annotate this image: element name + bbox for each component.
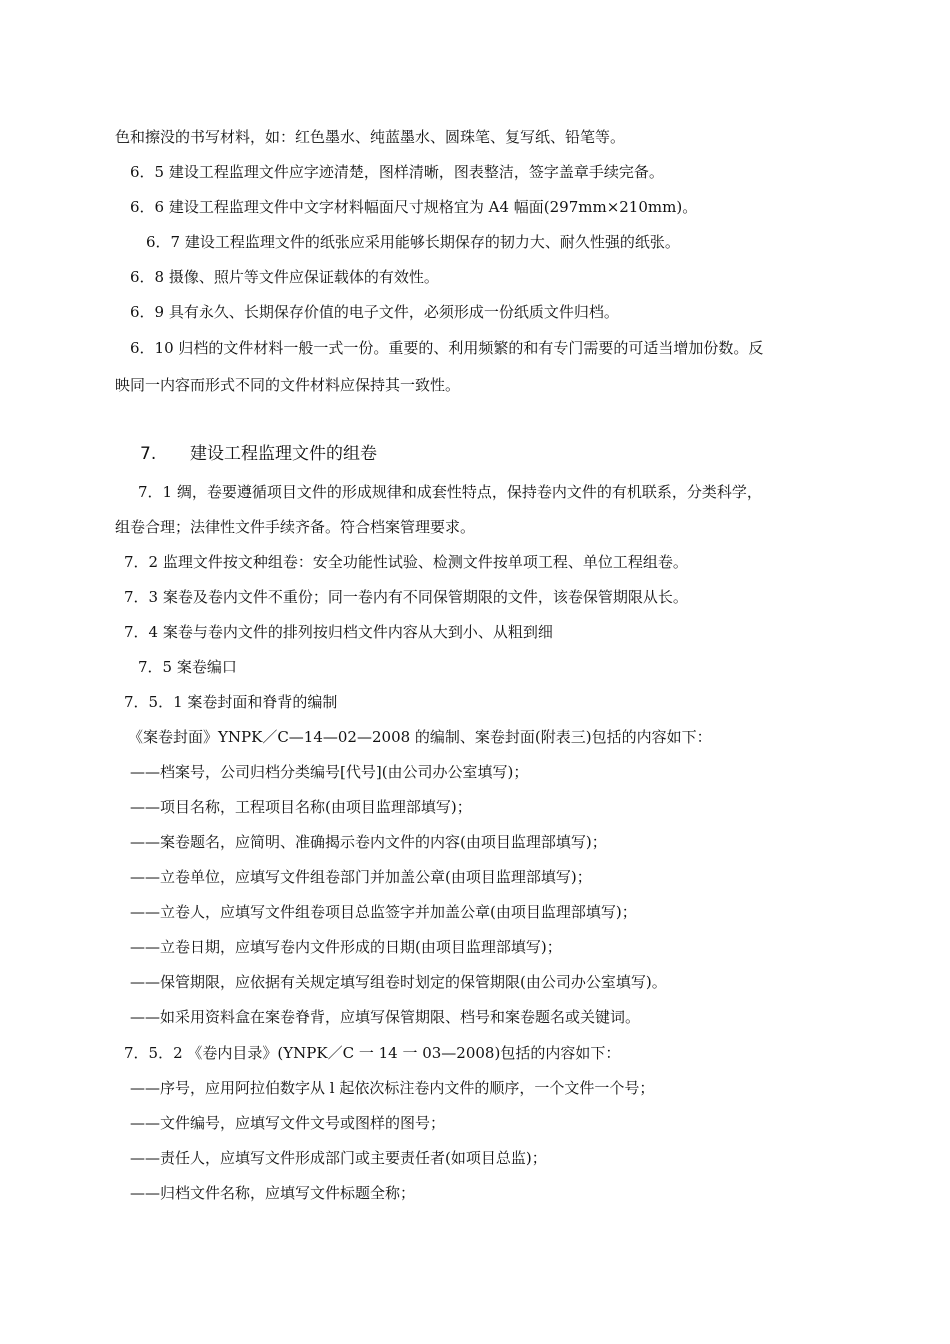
paragraph-line: 色和擦没的书写材料，如：红色墨水、纯蓝墨水、圆珠笔、复写纸、铅笔等。 [115,128,626,146]
clause-7-4: 7．4 案卷与卷内文件的排列按归档文件内容从大到小、从粗到细 [124,623,553,641]
clause-6-10-continued: 映同一内容而形式不同的文件材料应保持其一致性。 [115,376,461,394]
list-item: ——序号，应用阿拉伯数字从 l 起依次标注卷内文件的顺序，一个文件一个号； [130,1079,655,1097]
clause-6-6: 6．6 建设工程监理文件中文字材料幅面尺寸规格宜为 A4 幅面(297mm×210mm)。 [130,198,698,216]
list-item: ——文件编号，应填写文件文号或图样的图号； [130,1114,446,1132]
clause-7-5-2: 7．5．2 《卷内目录》(YNPK／C 一 14 一 03—2008)包括的内容如下： [124,1044,621,1062]
clause-7-1: 7．1 绸，卷要遵循项目文件的形成规律和成套性特点，保持卷内文件的有机联系，分类科学， [138,483,762,501]
list-item: ——立卷人，应填写文件组卷项目总监签字并加盖公章(由项目监理部填写)； [130,903,637,921]
clause-6-10: 6．10 归档的文件材料一般一式一份。重要的、利用频繁的和有专门需要的可适当增加份数。反 [130,339,764,357]
clause-7-3: 7．3 案卷及卷内文件不重份；同一卷内有不同保管期限的文件，该卷保管期限从长。 [124,588,688,606]
clause-6-8: 6．8 摄像、照片等文件应保证载体的有效性。 [130,268,439,286]
list-item: ——项目名称，工程项目名称(由项目监理部填写)； [130,798,472,816]
section-number: 7. [140,444,157,464]
list-item: ——立卷单位，应填写文件组卷部门并加盖公章(由项目监理部填写)； [130,868,592,886]
clause-6-5: 6．5 建设工程监理文件应字迹清楚，图样清晰，图表整洁，签字盖章手续完备。 [130,163,664,181]
section-heading-7 [140,443,377,465]
clause-6-9: 6．9 具有永久、长期保存价值的电子文件，必须形成一份纸质文件归档。 [130,303,619,321]
list-item: ——立卷日期，应填写卷内文件形成的日期(由项目监理部填写)； [130,938,562,956]
list-item: ——档案号，公司归档分类编号[代号](由公司办公室填写)； [130,763,529,781]
section-title: 建设工程监理文件的组卷 [190,444,377,464]
list-item: ——归档文件名称，应填写文件标题全称； [130,1184,416,1202]
clause-6-7: 6．7 建设工程监理文件的纸张应采用能够长期保存的韧力大、耐久性强的纸张。 [146,233,680,251]
list-item: ——如采用资料盒在案卷脊背，应填写保管期限、档号和案卷题名或关键词。 [130,1008,641,1026]
clause-7-5-1: 7．5．1 案卷封面和脊背的编制 [124,693,338,711]
clause-7-2: 7．2 监理文件按文种组卷：安全功能性试验、检测文件按单项工程、单位工程组卷。 [124,553,688,571]
list-item: ——保管期限，应依据有关规定填写组卷时划定的保管期限(由公司办公室填写)。 [130,973,667,991]
cover-intro: 《案卷封面》YNPK／C—14—02—2008 的编制、案卷封面(附表三)包括的内容如下： [128,728,712,746]
clause-7-5: 7．5 案卷编口 [138,658,237,676]
list-item: ——案卷题名，应简明、准确揭示卷内文件的内容(由项目监理部填写)； [130,833,607,851]
list-item: ——责任人，应填写文件形成部门或主要责任者(如项目总监)； [130,1149,547,1167]
clause-7-1-continued: 组卷合理；法律性文件手续齐备。符合档案管理要求。 [115,518,476,536]
